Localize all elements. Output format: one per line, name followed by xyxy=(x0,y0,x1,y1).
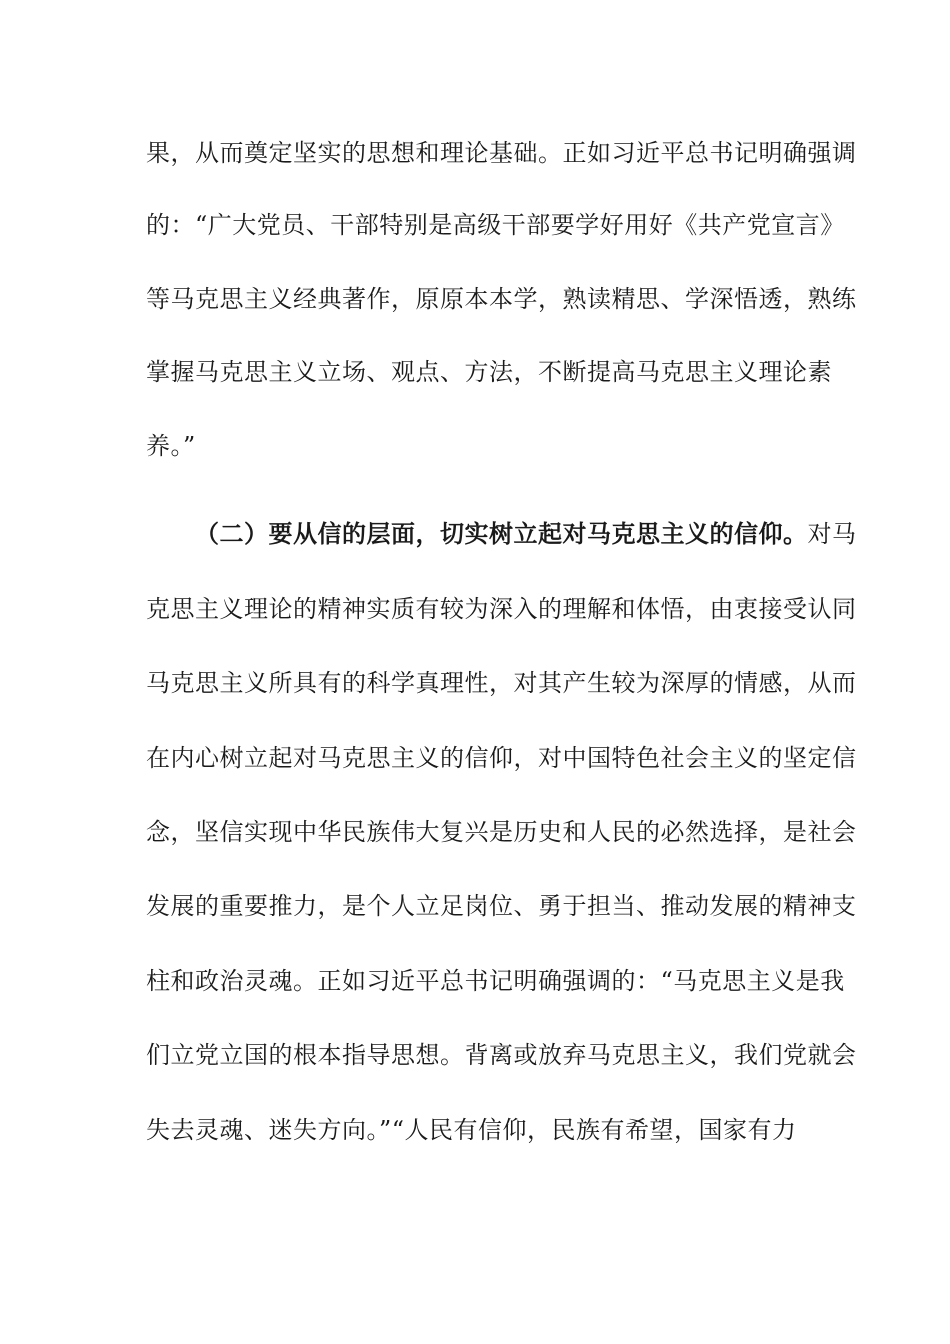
paragraph-2-line-4: 在内心树立起对马克思主义的信仰，对中国特色社会主义的坚定信 xyxy=(146,744,857,772)
paragraph-2-line-6: 发展的重要推力，是个人立足岗位、勇于担当、推动发展的精神支 xyxy=(146,892,857,920)
paragraph-2-line-8: 们立党立国的根本指导思想。背离或放弃马克思主义，我们党就会 xyxy=(146,1041,857,1069)
paragraph-1-line-3: 等马克思主义经典著作，原原本本学，熟读精思、学深悟透，熟练 xyxy=(146,285,857,313)
paragraph-2-line-1 xyxy=(195,519,857,549)
section-heading: （二）要从信的层面，切实树立起对马克思主义的信仰。 xyxy=(195,519,808,548)
paragraph-2-line-1-rest: 对马 xyxy=(807,520,857,548)
paragraph-2-line-9: 失去灵魂、迷失方向。”“人民有信仰，民族有希望，国家有力 xyxy=(146,1116,797,1144)
paragraph-1-line-1: 果，从而奠定坚实的思想和理论基础。正如习近平总书记明确强调 xyxy=(146,139,857,167)
paragraph-2-line-7: 柱和政治灵魂。正如习近平总书记明确强调的：“马克思主义是我 xyxy=(146,967,845,995)
paragraph-2-line-5: 念，坚信实现中华民族伟大复兴是历史和人民的必然选择，是社会 xyxy=(146,818,857,846)
paragraph-1-line-2: 的：“广大党员、干部特别是高级干部要学好用好《共产党宣言》 xyxy=(146,211,845,239)
paragraph-1-line-5: 养。” xyxy=(146,432,196,460)
paragraph-2-line-3: 马克思主义所具有的科学真理性，对其产生较为深厚的情感，从而 xyxy=(146,669,857,697)
paragraph-1-line-4: 掌握马克思主义立场、观点、方法，不断提高马克思主义理论素 xyxy=(146,358,832,386)
paragraph-2-line-2: 克思主义理论的精神实质有较为深入的理解和体悟，由衷接受认同 xyxy=(146,595,857,623)
